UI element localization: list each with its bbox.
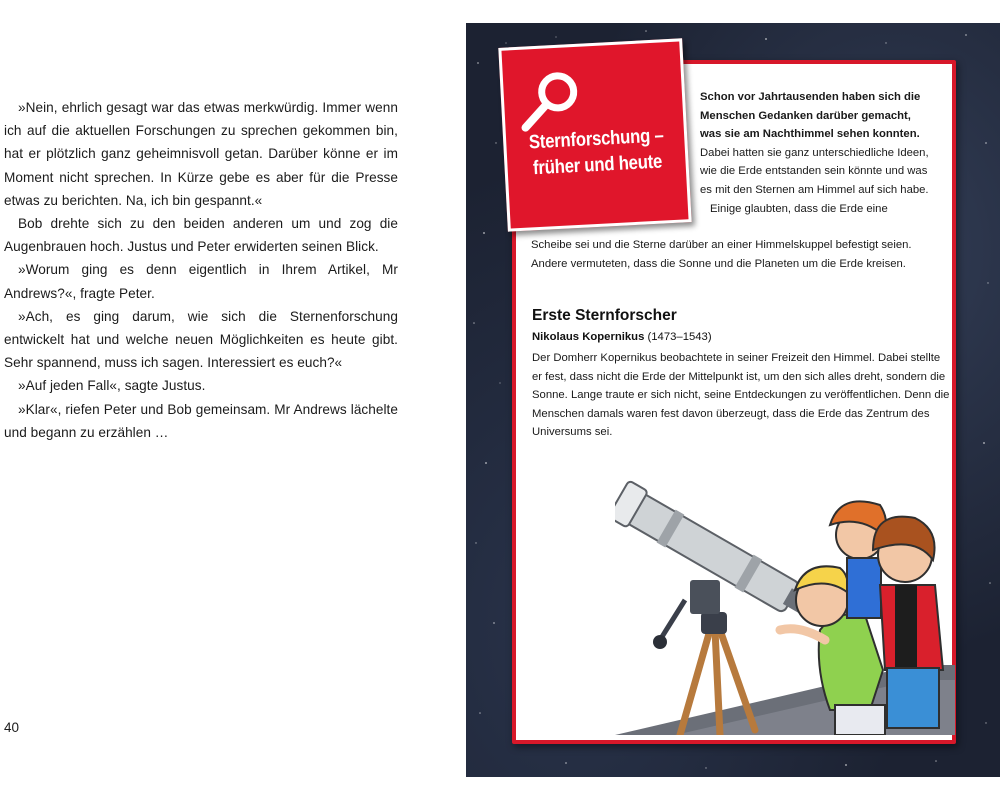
intro-rest: Dabei hatten sie ganz unterschiedliche Ideen, wie die Erde entstanden sein könnte und was es mit den Sternen am Himmel auf sich habe. bbox=[700, 146, 929, 196]
intro-text bbox=[700, 88, 930, 218]
person-years: (1473–1543) bbox=[644, 331, 712, 343]
intro-bold: Schon vor Jahrtausenden haben sich die Menschen Gedanken darüber gemacht, was sie am Nachthimmel sehen konnten. bbox=[700, 91, 921, 141]
person-name: Nikolaus Kopernikus bbox=[532, 331, 645, 343]
page-number: 40 bbox=[4, 720, 20, 735]
section-badge bbox=[498, 38, 691, 231]
badge-title-line: Sternforschung – bbox=[528, 124, 665, 154]
section-title: Erste Sternforscher bbox=[532, 307, 677, 324]
paragraph: »Ach, es ging darum, wie sich die Sternenforschung entwickelt hat und welche neuen Möglichkeiten es heute gibt. Sehr spannend, muss ich sagen. Interessiert es euch?« bbox=[4, 308, 398, 371]
paragraph: Bob drehte sich zu den beiden anderen um und zog die Augenbrauen hoch. Justus und Peter erwiderten seinen Blick. bbox=[4, 216, 398, 255]
intro-continuation: Scheibe sei und die Sterne darüber an einer Himmelskuppel befestigt seien. Andere vermuteten, dass die Sonne und die Planeten um die Erde kreisen. bbox=[531, 239, 912, 270]
badge-title bbox=[527, 122, 667, 181]
paragraph: »Worum ging es denn eigentlich in Ihrem Artikel, Mr Andrews?«, fragte Peter. bbox=[4, 262, 398, 301]
section-body: Der Domherr Kopernikus beobachtete in seiner Freizeit den Himmel. Dabei stellte er fest, dass nicht die Erde der Mittelpunkt ist, um den sich alles dreht, sondern die Sonne. Lange traute er sich nicht, seine Entdeckungen zu veröffentlichen. Denn die Menschen damals waren fest davon überzeugt, dass die Erde das Zentrum des Universums sei. bbox=[532, 352, 950, 439]
left-page-text bbox=[4, 96, 398, 444]
badge-title-line: früher und heute bbox=[532, 150, 663, 180]
paragraph: »Klar«, riefen Peter und Bob gemeinsam. Mr Andrews lächelte und begann zu erzählen … bbox=[4, 401, 398, 440]
intro-continuation-start: Einige glaubten, dass die Erde eine bbox=[710, 202, 888, 215]
telescope-illustration bbox=[615, 480, 955, 735]
paragraph: »Auf jeden Fall«, sagte Justus. bbox=[18, 378, 206, 394]
person-heading bbox=[532, 331, 712, 343]
paragraph: »Nein, ehrlich gesagt war das etwas merkwürdig. Immer wenn ich auf die aktuellen Forschungen zu sprechen gekommen bin, hat er plötzlich ganz geheimnisvoll getan. Darüber könne er im Moment nicht sprechen. In Kürze gebe es aber für die Presse etwas zu berichten. Na, ich bin gespannt.« bbox=[4, 100, 398, 208]
